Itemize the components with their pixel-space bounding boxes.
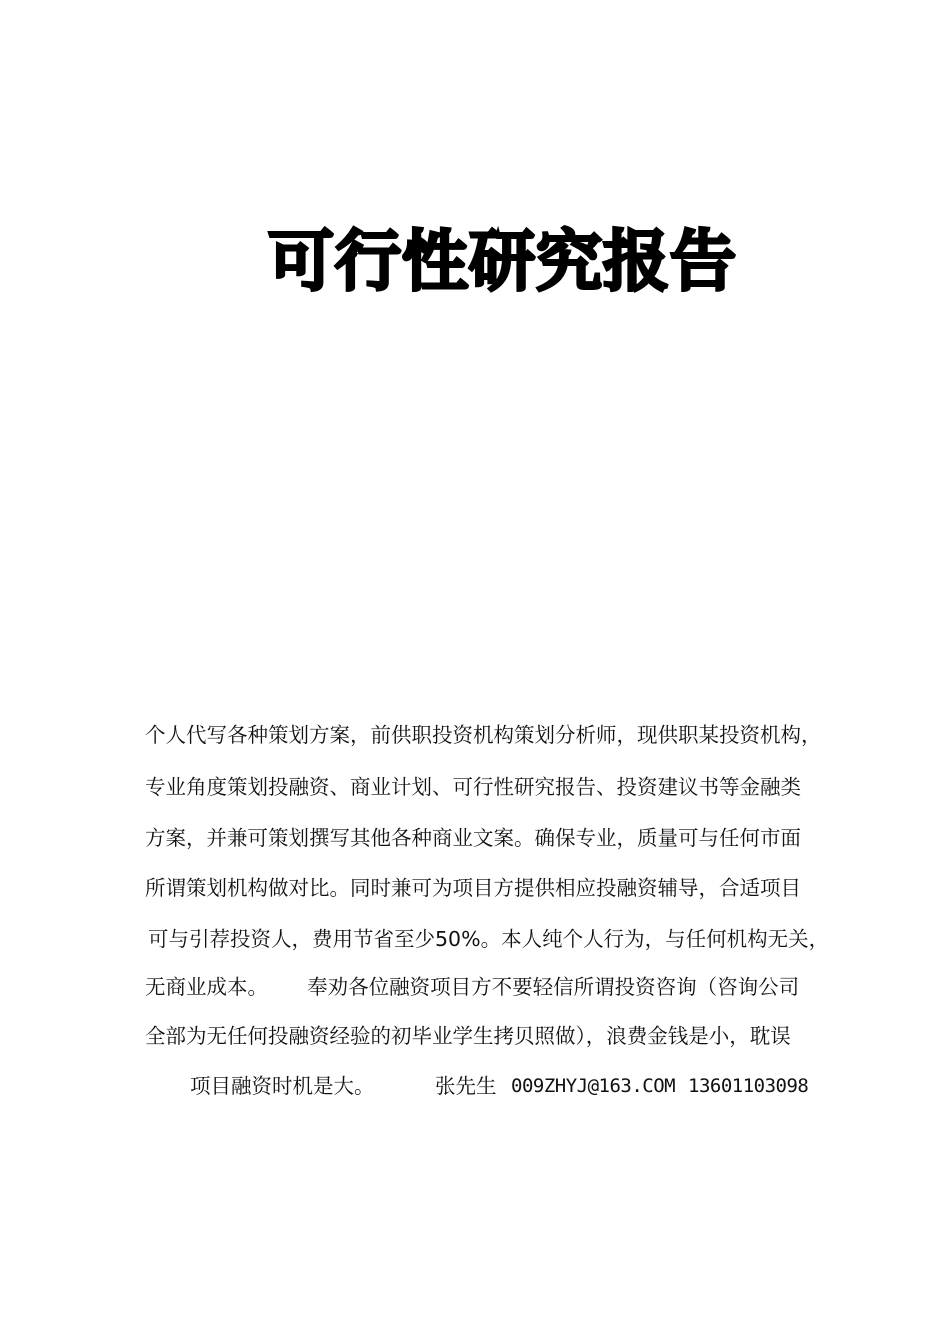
contact-name: 张先生 bbox=[435, 1074, 497, 1098]
contact-phone: 13601103098 bbox=[688, 1075, 809, 1097]
paragraph-line-8: 项目融资时机是大。 bbox=[190, 1074, 375, 1098]
paragraph-line-7: 全部为无任何投融资经验的初毕业学生拷贝照做），浪费金钱是小，耽误 bbox=[145, 1024, 791, 1048]
paragraph-line-3: 方案，并兼可策划撰写其他各种商业文案。确保专业，质量可与任何市面 bbox=[145, 826, 801, 850]
paragraph-line-6: 无商业成本。 奉劝各位融资项目方不要轻信所谓投资咨询（咨询公司 bbox=[145, 975, 800, 999]
contact-email: 009ZHYJ@163.COM bbox=[511, 1075, 676, 1097]
paragraph-line-5: 可与引荐投资人，费用节省至少50%。本人纯个人行为，与任何机构无关， bbox=[148, 927, 830, 951]
document-title: 可行性研究报告 bbox=[268, 223, 737, 300]
paragraph-line-2: 专业角度策划投融资、商业计划、可行性研究报告、投资建议书等金融类 bbox=[145, 775, 801, 799]
paragraph-line-1: 个人代写各种策划方案，前供职投资机构策划分析师，现供职某投资机构， bbox=[145, 723, 822, 747]
paragraph-line-4: 所谓策划机构做对比。同时兼可为项目方提供相应投融资辅导，合适项目 bbox=[145, 876, 801, 900]
